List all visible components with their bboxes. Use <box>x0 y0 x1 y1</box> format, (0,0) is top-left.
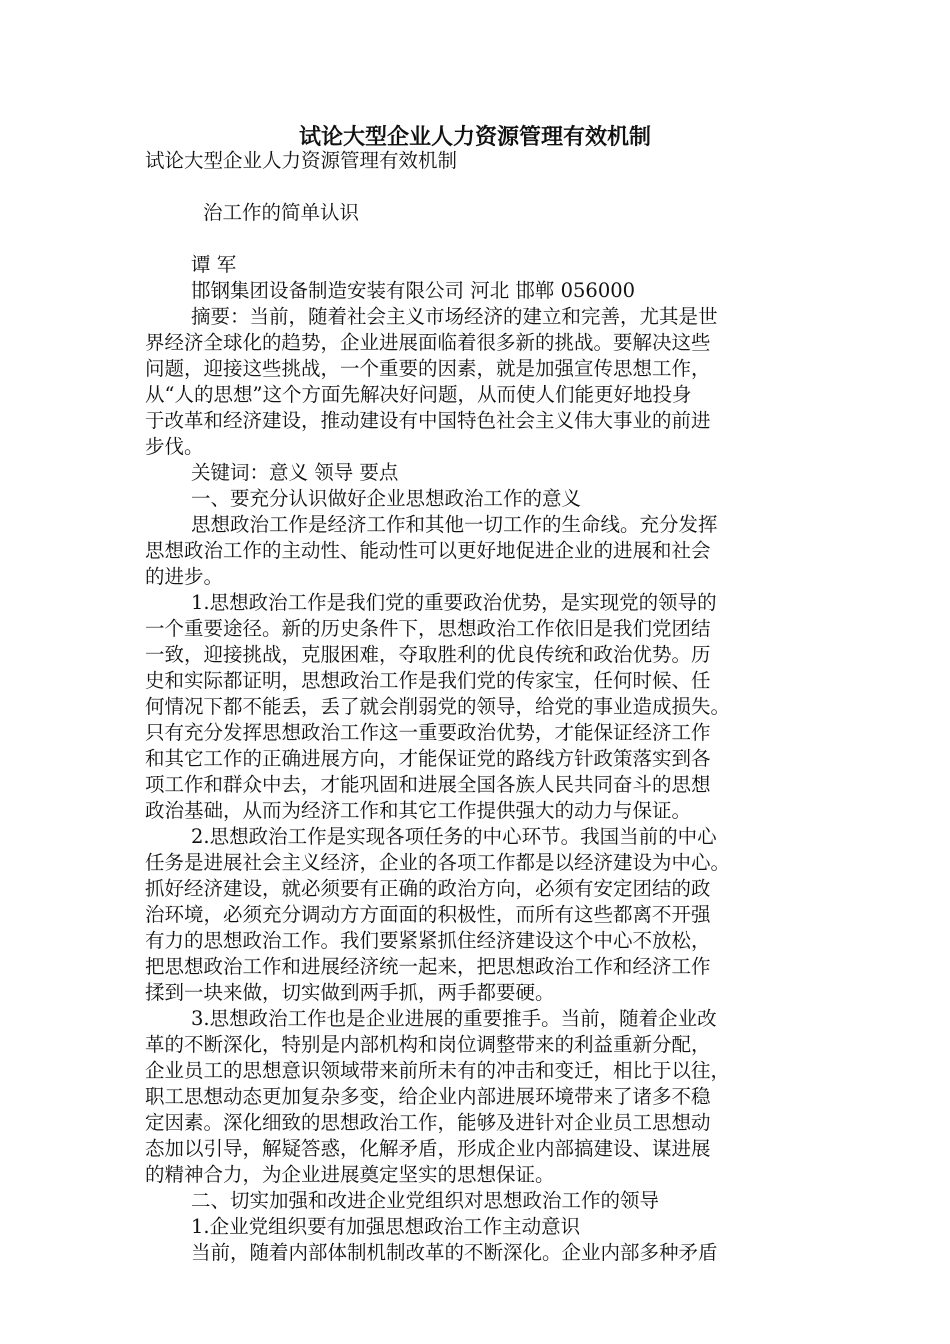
paragraph-line: 何情况下都不能丢，丢了就会削弱党的领导，给党的事业造成损失。 <box>145 695 731 718</box>
paragraph-line: 定因素。深化细致的思想政治工作，能够及进针对企业员工思想动 <box>145 1111 711 1134</box>
paragraph-line: 革的不断深化，特别是内部机构和岗位调整带来的利益重新分配， <box>145 1033 711 1056</box>
section-heading: 二、切实加强和改进企业党组织对思想政治工作的领导 <box>191 1189 660 1212</box>
paragraph-line: 1.思想政治工作是我们党的重要政治优势，是实现党的领导的 <box>191 591 717 614</box>
paragraph-line: 的精神合力，为企业进展奠定坚实的思想保证。 <box>145 1163 555 1186</box>
paragraph-line: 史和实际都证明，思想政治工作是我们党的传家宝，任何时候、任 <box>145 669 711 692</box>
paragraph-line: 一致，迎接挑战，克服困难，夺取胜利的优良传统和政治优势。历 <box>145 643 711 666</box>
paragraph-line: 的进步。 <box>145 565 224 588</box>
paragraph-line: 有力的思想政治工作。我们要紧紧抓住经济建设这个中心不放松， <box>145 929 711 952</box>
abstract-line: 从“人的思想”这个方面先解决好问题，从而使人们能更好地投身 <box>145 383 692 406</box>
paragraph-line: 和其它工作的正确进展方向，才能保证党的路线方针政策落实到各 <box>145 747 711 770</box>
paragraph-line: 政治基础，从而为经济工作和其它工作提供强大的动力与保证。 <box>145 799 692 822</box>
paragraph-line: 任务是进展社会主义经济，企业的各项工作都是以经济建设为中心。 <box>145 851 731 874</box>
paragraph-line: 只有充分发挥思想政治工作这一重要政治优势，才能保证经济工作 <box>145 721 711 744</box>
paragraph-line: 当前，随着内部体制机制改革的不断深化。企业内部多种矛盾 <box>191 1241 718 1264</box>
abstract-line: 步伐。 <box>145 435 204 458</box>
document-title: 试论大型企业人力资源管理有效机制 <box>298 124 651 150</box>
abstract-line: 界经济全球化的趋势，企业进展面临着很多新的挑战。要解决这些 <box>145 331 711 354</box>
paragraph-line: 把思想政治工作和进展经济统一起来，把思想政治工作和经济工作 <box>145 955 711 978</box>
abstract-line: 摘要：当前，随着社会主义市场经济的建立和完善，尤其是世 <box>191 305 718 328</box>
paragraph-line: 企业员工的思想意识领域带来前所未有的冲击和变迁，相比于以往， <box>145 1059 731 1082</box>
author-affiliation: 邯钢集团设备制造安装有限公司 河北 邯郸 056000 <box>191 279 636 302</box>
section-heading: 一、要充分认识做好企业思想政治工作的意义 <box>191 487 582 510</box>
paragraph-line: 思想政治工作是经济工作和其他一切工作的生命线。充分发挥 <box>191 513 718 536</box>
blank-line <box>145 174 805 200</box>
paragraph-line: 项工作和群众中去，才能巩固和进展全国各族人民共同奋斗的思想 <box>145 773 711 796</box>
subsection-heading: 1.企业党组织要有加强思想政治工作主动意识 <box>191 1215 581 1238</box>
blank-line <box>145 226 805 252</box>
paragraph-line: 2.思想政治工作是实现各项任务的中心环节。我国当前的中心 <box>191 825 717 848</box>
paragraph-line: 一个重要途径。新的历史条件下，思想政治工作依旧是我们党团结 <box>145 617 711 640</box>
abstract-line: 问题，迎接这些挑战，一个重要的因素，就是加强宣传思想工作， <box>145 357 711 380</box>
author-name: 谭 军 <box>191 253 237 276</box>
paragraph-line: 职工思想动态更加复杂多变，给企业内部进展环境带来了诸多不稳 <box>145 1085 711 1108</box>
paragraph-line: 抓好经济建设，就必须要有正确的政治方向，必须有安定团结的政 <box>145 877 711 900</box>
paragraph-line: 态加以引导，解疑答惑，化解矛盾，形成企业内部搞建设、谋进展 <box>145 1137 711 1160</box>
subtitle-line: 试论大型企业人力资源管理有效机制 <box>145 149 458 172</box>
paragraph-line: 揉到一块来做，切实做到两手抓，两手都要硬。 <box>145 981 555 1004</box>
paragraph-line: 3.思想政治工作也是企业进展的重要推手。当前，随着企业改 <box>191 1007 717 1030</box>
document-body <box>145 148 805 1266</box>
paragraph-line: 治环境，必须充分调动方方面面的积极性，而所有这些都离不开强 <box>145 903 711 926</box>
abstract-line: 于改革和经济建设，推动建设有中国特色社会主义伟大事业的前进 <box>145 409 711 432</box>
keywords-line: 关键词：意义 领导 要点 <box>191 461 399 484</box>
section-heading: 治工作的简单认识 <box>203 201 360 224</box>
paragraph-line: 思想政治工作的主动性、能动性可以更好地促进企业的进展和社会 <box>145 539 711 562</box>
